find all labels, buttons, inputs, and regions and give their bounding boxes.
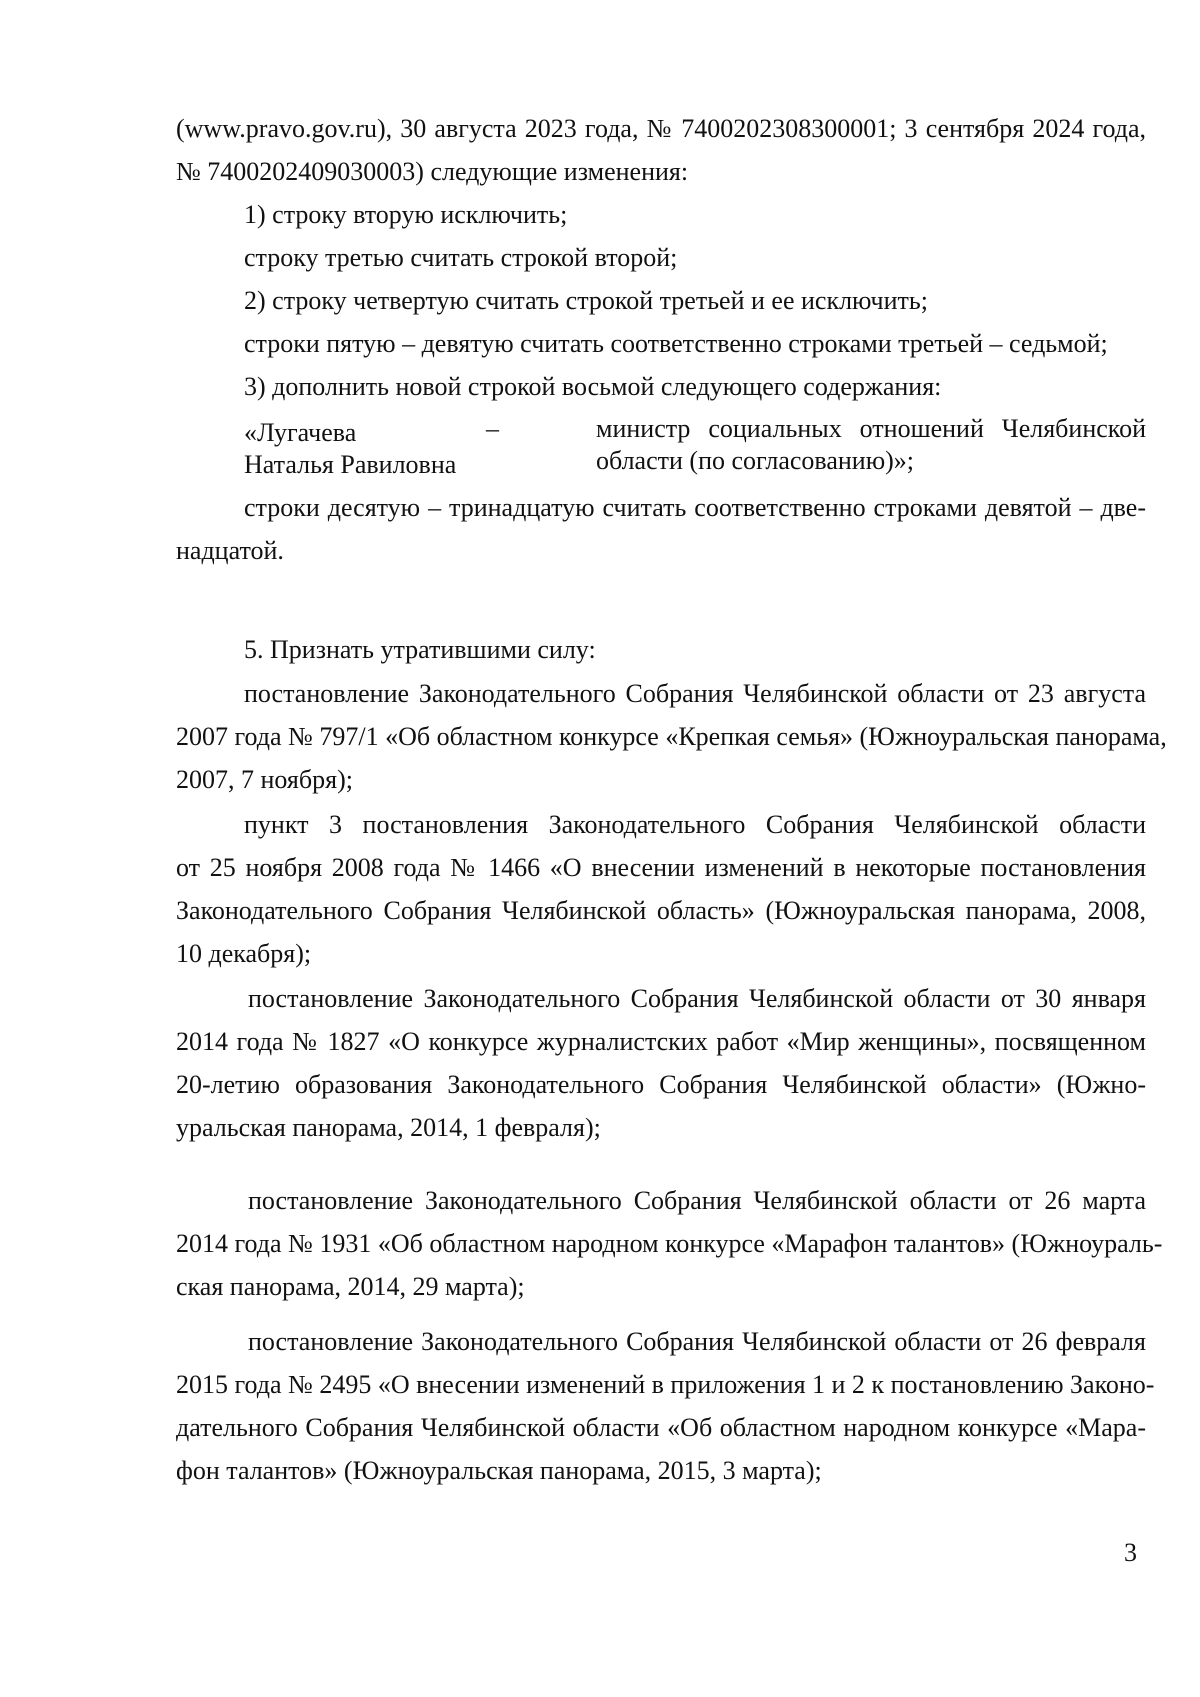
page-number: 3 (1124, 1538, 1137, 1567)
text-line: № 7400202409030003) следующие изменения: (176, 157, 689, 186)
text-line: 3) дополнить новой строкой восьмой следующего содержания: (244, 372, 942, 401)
member-role-line: области (по согласованию)»; (596, 446, 915, 475)
text-line: от 25 ноября 2008 года № 1466 «О внесении изменений в некоторые постановления (176, 853, 1146, 882)
text-line: уральская панорама, 2014, 1 февраля); (176, 1113, 601, 1142)
text-line: 2) строку четвертую считать строкой третьей и ее исключить; (244, 286, 928, 315)
text-line: 10 декабря); (176, 939, 312, 968)
section-heading: 5. Признать утратившими силу: (244, 635, 596, 664)
text-line: 2015 года № 2495 «О внесении изменений в приложения 1 и 2 к постановлению Законо- (176, 1370, 1155, 1399)
text-line: 1) строку вторую исключить; (244, 200, 568, 229)
text-line: ская панорама, 2014, 29 марта); (176, 1272, 525, 1301)
text-line: 2014 года № 1827 «О конкурсе журналистских работ «Мир женщины», посвященном (176, 1027, 1146, 1056)
member-role-line: министр социальных отношений Челябинской (596, 414, 1146, 443)
text-line: Законодательного Собрания Челябинской область» (Южноуральская панорама, 2008, (176, 896, 1146, 925)
text-line: 2007 года № 797/1 «Об областном конкурсе «Крепкая семья» (Южноуральская панорама, (176, 722, 1167, 751)
text-line: постановление Законодательного Собрания Челябинской области от 26 февраля (248, 1327, 1146, 1356)
text-line: фон талантов» (Южноуральская панорама, 2015, 3 марта); (176, 1456, 822, 1485)
member-name-line: «Лугачева (244, 418, 357, 447)
text-line: пункт 3 постановления Законодательного Собрания Челябинской области (244, 810, 1146, 839)
member-dash: – (486, 414, 499, 443)
text-line: дательного Собрания Челябинской области «Об областном народном конкурсе «Мара- (176, 1413, 1146, 1442)
text-line: постановление Законодательного Собрания Челябинской области от 23 августа (244, 679, 1146, 708)
text-line: постановление Законодательного Собрания Челябинской области от 26 марта (248, 1186, 1146, 1215)
text-line: 2014 года № 1931 «Об областном народном конкурсе «Марафон талантов» (Южноураль- (176, 1229, 1163, 1258)
text-line: 20-летию образования Законодательного Собрания Челябинской области» (Южно- (176, 1070, 1146, 1099)
text-line: строку третью считать строкой второй; (244, 243, 678, 272)
text-line: строки десятую – тринадцатую считать соответственно строками девятой – две- (244, 493, 1146, 522)
text-line: (www.pravo.gov.ru), 30 августа 2023 года, № 7400202308300001; 3 сентября 2024 года, (176, 114, 1146, 143)
member-name-line: Наталья Равиловна (244, 450, 457, 479)
text-line: 2007, 7 ноября); (176, 765, 353, 794)
text-line: надцатой. (176, 536, 284, 565)
text-line: постановление Законодательного Собрания Челябинской области от 30 января (248, 984, 1146, 1013)
text-line: строки пятую – девятую считать соответственно строками третьей – седьмой; (244, 329, 1108, 358)
